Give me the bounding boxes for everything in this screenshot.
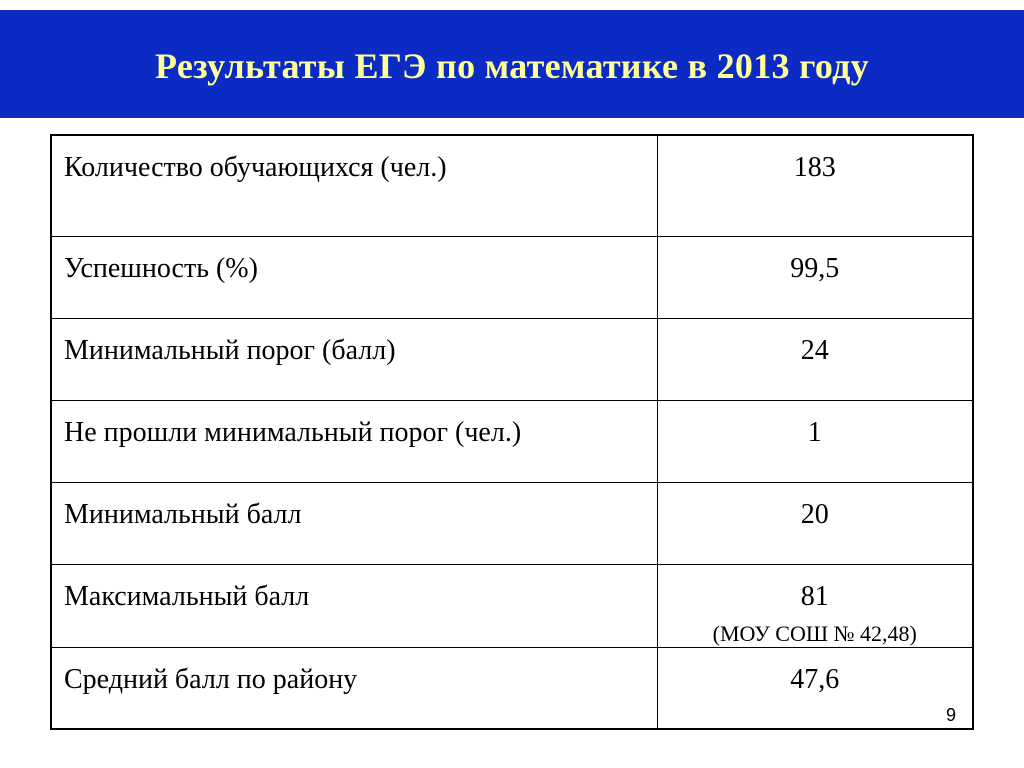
row-value-cell (657, 564, 973, 647)
table-row (51, 564, 973, 647)
row-label: Максимальный балл (51, 564, 657, 647)
table-row (51, 236, 973, 318)
table-row (51, 482, 973, 564)
row-label: Успешность (%) (51, 236, 657, 318)
row-value: 47,6 (657, 647, 973, 729)
table-row (51, 400, 973, 482)
row-label: Минимальный порог (балл) (51, 318, 657, 400)
row-value: 99,5 (657, 236, 973, 318)
row-value: 20 (657, 482, 973, 564)
slide-title: Результаты ЕГЭ по математике в 2013 году (155, 46, 869, 86)
row-value: 81 (800, 580, 829, 612)
row-value: 24 (657, 318, 973, 400)
row-label: Минимальный балл (51, 482, 657, 564)
table-row (51, 318, 973, 400)
row-label: Средний балл по району (51, 647, 657, 729)
page-number: 9 (946, 705, 957, 725)
table-row (51, 647, 973, 729)
results-table (50, 134, 974, 730)
row-label: Не прошли минимальный порог (чел.) (51, 400, 657, 482)
school-note: (МОУ СОШ № 42,48) (712, 620, 917, 646)
row-value: 183 (657, 135, 973, 236)
table-row (51, 135, 973, 236)
title-bar (0, 10, 1024, 118)
row-label: Количество обучающихся (чел.) (51, 135, 657, 236)
row-value: 1 (657, 400, 973, 482)
